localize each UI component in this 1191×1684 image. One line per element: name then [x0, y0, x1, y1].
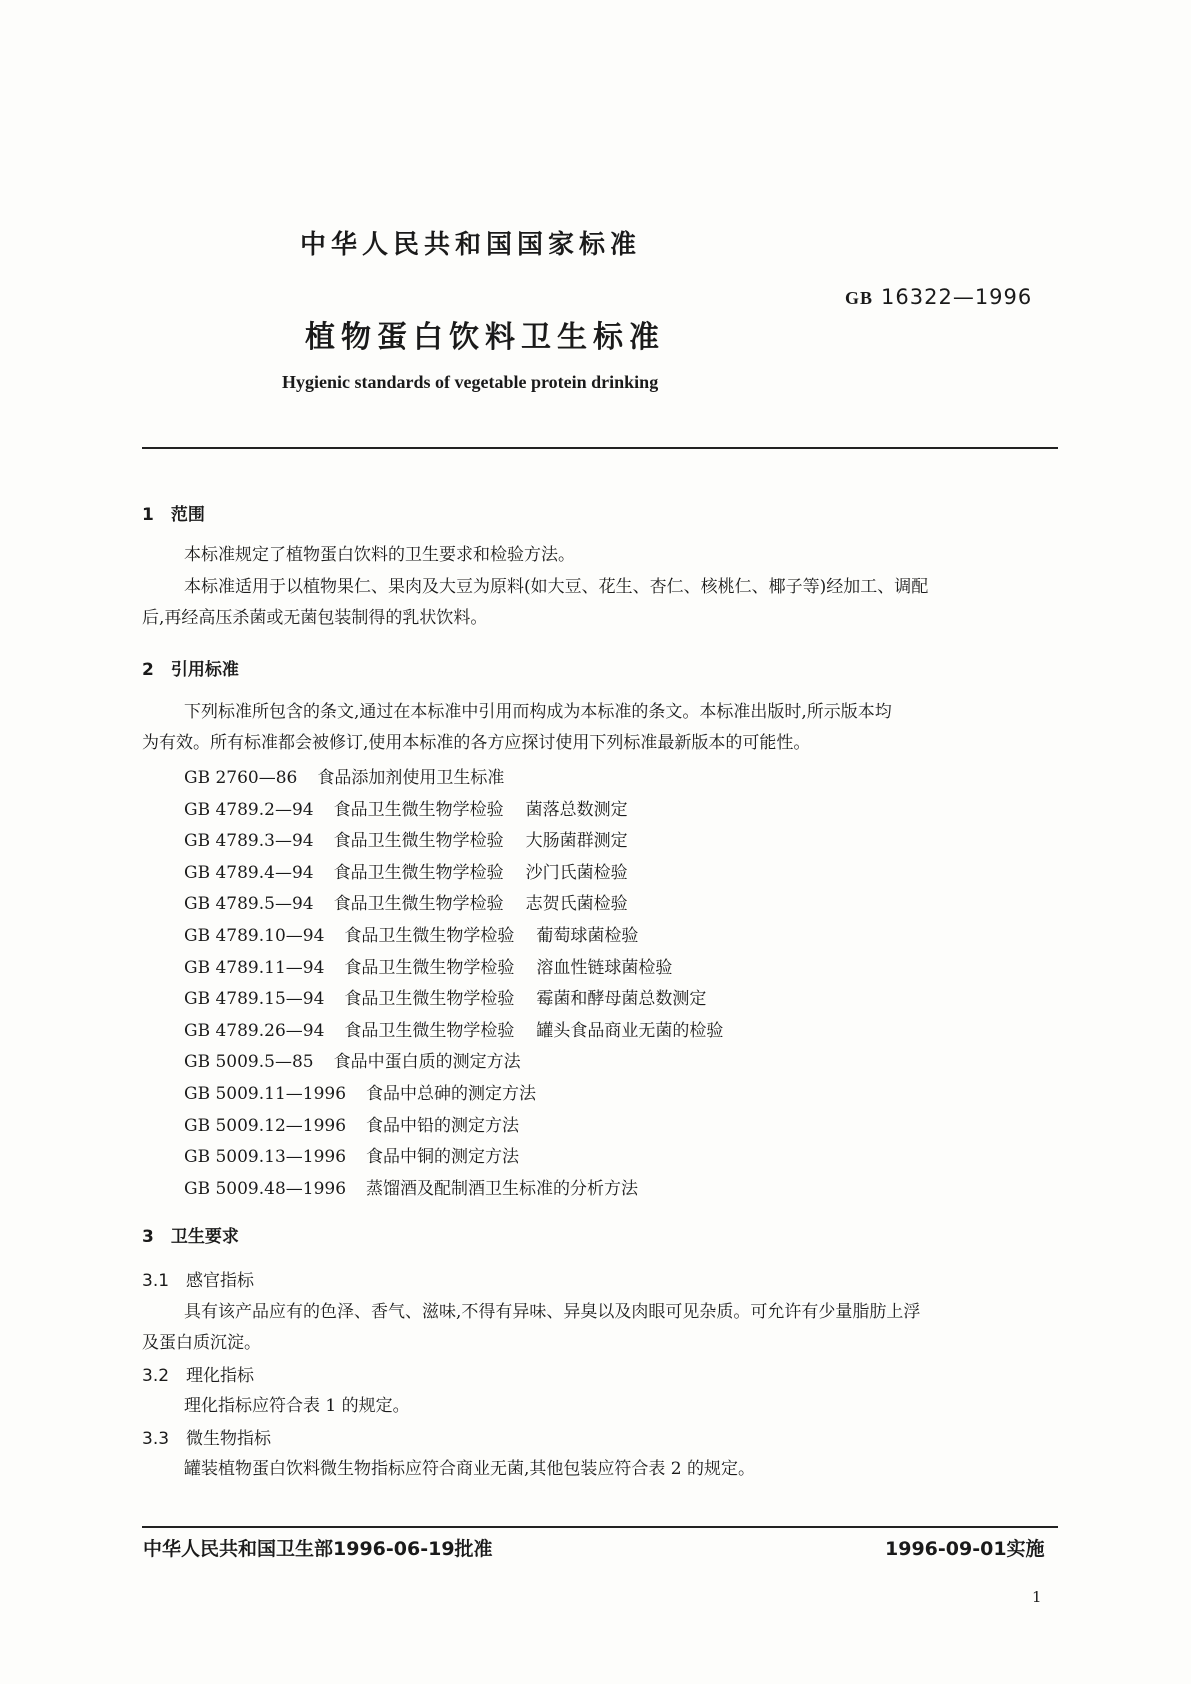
reference-name: 食品卫生微生物学检验: [333, 799, 504, 820]
reference-row: [184, 1174, 660, 1199]
approval-line: 中华人民共和国卫生部1996-06-19批准: [143, 1538, 493, 1560]
page-number: 1: [1032, 1588, 1042, 1606]
reference-name: 食品中总砷的测定方法: [366, 1084, 537, 1104]
standard-code: [845, 285, 1032, 309]
reference-code: GB 2760—86: [184, 768, 298, 788]
reference-code: GB 4789.11—94: [184, 957, 325, 978]
reference-name: 食品中铅的测定方法: [366, 1115, 520, 1136]
reference-name: 食品中铜的测定方法: [366, 1147, 520, 1168]
reference-code: GB 4789.4—94: [184, 862, 314, 883]
reference-row: [184, 1079, 558, 1104]
reference-row: [184, 795, 628, 820]
section-3-1-para-2: 及蛋白质沉淀。: [142, 1333, 261, 1353]
section-3-3-para: 罐装植物蛋白饮料微生物指标应符合商业无菌,其他包装应符合表 2 的规定。: [184, 1459, 756, 1479]
section-2-heading: 2 引用标准: [142, 660, 239, 680]
section-1-heading: 1 范围: [142, 505, 205, 525]
reference-code: GB 4789.2—94: [184, 799, 314, 820]
reference-item: 大肠菌群测定: [525, 831, 628, 852]
reference-row: [184, 1047, 543, 1072]
reference-code: GB 5009.5—85: [184, 1052, 314, 1073]
effective-date: 1996-09-01实施: [885, 1538, 1045, 1560]
section-3-1-heading: 3.1 感官指标: [142, 1271, 255, 1291]
section-1-para-1: 本标准规定了植物蛋白饮料的卫生要求和检验方法。: [184, 545, 575, 565]
reference-row: [184, 984, 706, 1009]
reference-code: GB 5009.11—1996: [184, 1084, 347, 1104]
reference-code: GB 5009.12—1996: [184, 1115, 347, 1136]
reference-code: GB 4789.5—94: [184, 894, 314, 915]
reference-code: GB 4789.10—94: [184, 926, 325, 946]
footer-rule: [142, 1526, 1058, 1528]
issuing-body-title: 中华人民共和国国家标准: [300, 230, 642, 260]
reference-name: 食品卫生微生物学检验: [344, 989, 515, 1010]
section-2-para-1a: 下列标准所包含的条文,通过在本标准中引用而构成为本标准的条文。本标准出版时,所示版本均: [184, 702, 892, 722]
section-3-heading: 3 卫生要求: [142, 1227, 239, 1247]
section-1-para-2b: 后,再经高压杀菌或无菌包装制得的乳状饮料。: [142, 608, 488, 628]
reference-code: GB 5009.48—1996: [184, 1178, 347, 1199]
reference-name: 食品卫生微生物学检验: [333, 862, 504, 883]
reference-item: 菌落总数测定: [525, 799, 628, 820]
reference-item: 志贺氏菌检验: [525, 894, 628, 915]
reference-name: 食品添加剂使用卫生标准: [317, 768, 505, 788]
reference-item: 罐头食品商业无菌的检验: [536, 1020, 724, 1041]
section-3-3-heading: 3.3 微生物指标: [142, 1429, 272, 1449]
reference-row: [184, 858, 628, 883]
english-title: Hygienic standards of vegetable protein drinking: [282, 372, 659, 392]
reference-row: [184, 1111, 541, 1136]
section-1-para-2a: 本标准适用于以植物果仁、果肉及大豆为原料(如大豆、花生、杏仁、核桃仁、椰子等)经加工、调配: [184, 577, 929, 597]
reference-name: 食品卫生微生物学检验: [344, 926, 515, 946]
reference-row: [184, 953, 672, 978]
reference-row: [184, 921, 638, 946]
reference-row: [184, 889, 628, 914]
standard-code-number: 16322—1996: [881, 285, 1033, 309]
reference-item: 溶血性链球菌检验: [536, 957, 673, 978]
reference-item: 葡萄球菌检验: [536, 926, 639, 946]
reference-name: 食品卫生微生物学检验: [333, 831, 504, 852]
reference-code: GB 4789.15—94: [184, 989, 325, 1010]
section-3-2-heading: 3.2 理化指标: [142, 1366, 255, 1386]
reference-code: GB 4789.26—94: [184, 1020, 325, 1041]
reference-name: 蒸馏酒及配制酒卫生标准的分析方法: [366, 1178, 639, 1199]
standard-code-prefix: GB: [845, 288, 874, 308]
document-title: 植物蛋白饮料卫生标准: [305, 320, 665, 355]
section-2-para-1b: 为有效。所有标准都会被修订,使用本标准的各方应探讨使用下列标准最新版本的可能性。: [142, 733, 811, 753]
reference-item: 霉菌和酵母菌总数测定: [536, 989, 707, 1010]
reference-row: [184, 826, 628, 851]
reference-name: 食品卫生微生物学检验: [333, 894, 504, 915]
reference-row: [184, 1142, 541, 1167]
reference-code: GB 5009.13—1996: [184, 1147, 347, 1168]
reference-code: GB 4789.3—94: [184, 831, 314, 852]
reference-name: 食品卫生微生物学检验: [344, 957, 515, 978]
header-rule: [142, 447, 1058, 449]
section-3-1-para-1: 具有该产品应有的色泽、香气、滋味,不得有异味、异臭以及肉眼可见杂质。可允许有少量脂肪上浮: [184, 1302, 921, 1322]
reference-row: [184, 763, 526, 788]
section-3-2-para: 理化指标应符合表 1 的规定。: [184, 1396, 410, 1416]
reference-name: 食品卫生微生物学检验: [344, 1020, 515, 1041]
reference-row: [184, 1016, 723, 1041]
reference-item: 沙门氏菌检验: [525, 862, 628, 883]
reference-name: 食品中蛋白质的测定方法: [333, 1052, 521, 1073]
